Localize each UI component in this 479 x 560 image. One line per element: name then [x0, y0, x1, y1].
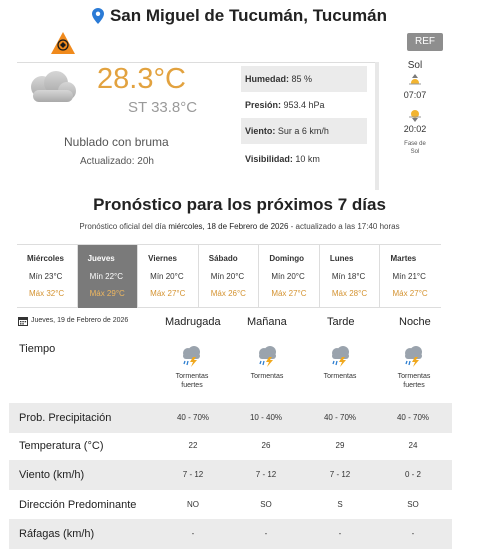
row-value: SO: [407, 500, 419, 509]
day-name: Viernes: [148, 254, 177, 263]
visibility-label: Visibilidad:: [245, 154, 293, 164]
sunrise-time: 07:07: [403, 90, 427, 100]
period-tarde: Tarde: [327, 316, 355, 328]
updated-time: Actualizado: 20h: [80, 156, 154, 167]
row-value: SO: [260, 500, 272, 509]
day-max: Máx 27°C: [271, 289, 307, 298]
wind-row: [241, 118, 367, 144]
day-max: Máx 29°C: [89, 289, 125, 298]
pressure-label: Presión:: [245, 100, 282, 110]
page-header: [0, 4, 479, 28]
day-name: Domingo: [269, 254, 304, 263]
day-name: Sábado: [208, 254, 238, 263]
row-value: 7 - 12: [182, 470, 204, 479]
weather-desc-line1: Tormentas: [397, 373, 431, 380]
storm-icon: [180, 345, 202, 367]
weather-desc-line2: fuertes: [181, 382, 203, 389]
row-value: -: [191, 529, 195, 538]
day-min: Mín 23°C: [29, 272, 63, 281]
forecast-subtitle: [0, 222, 479, 231]
period-manana: Mañana: [247, 316, 287, 328]
day-min: Mín 22°C: [89, 272, 124, 281]
day-min: Mín 20°C: [150, 272, 184, 281]
sunset-time: 20:02: [403, 124, 427, 134]
card-divider: [375, 62, 379, 190]
alert-warning-icon[interactable]: [50, 31, 76, 55]
humidity-label: Humedad:: [245, 74, 290, 84]
sun-phase-line1: Fase de: [404, 141, 426, 147]
cloud-icon: [24, 70, 78, 104]
wind-value: Sur a 6 km/h: [277, 126, 329, 136]
ref-button[interactable]: REF: [407, 33, 443, 51]
selected-day-date: Jueves, 19 de Febrero de 2026: [31, 317, 129, 324]
row-value: 29: [335, 441, 345, 450]
weather-row-label: Tiempo: [19, 343, 56, 355]
day-name: Martes: [390, 254, 417, 263]
row-value: 40 - 70%: [323, 413, 357, 422]
storm-icon: [256, 345, 278, 367]
row-value: 24: [408, 441, 418, 450]
row-value: -: [338, 529, 342, 538]
weather-desc-tarde: [310, 372, 370, 381]
weather-desc-manana: [237, 372, 297, 381]
period-madrugada: Madrugada: [165, 316, 221, 328]
calendar-icon: [18, 316, 28, 326]
current-temperature: 28.3°C: [97, 63, 186, 95]
feels-like-temperature: ST 33.8°C: [128, 99, 198, 116]
day-max: Máx 32°C: [29, 289, 65, 298]
humidity-row: [241, 66, 367, 92]
day-name: Jueves: [87, 254, 115, 263]
current-condition: Nublado con bruma: [64, 135, 169, 149]
weather-desc-noche: [384, 372, 444, 390]
row-value: 40 - 70%: [396, 413, 430, 422]
weather-desc-line2: fuertes: [403, 382, 425, 389]
row-value: S: [337, 500, 343, 509]
table-row-direction: [9, 490, 452, 520]
pressure-value: 953.4 hPa: [283, 100, 325, 110]
day-name: Lunes: [329, 254, 354, 263]
day-max: Máx 28°C: [331, 289, 368, 298]
day-max: Máx 27°C: [392, 289, 428, 298]
row-label: Dirección Predominante: [19, 499, 137, 511]
forecast-days-strip: [17, 244, 441, 308]
forecast-title: Pronóstico para los próximos 7 días: [93, 195, 386, 214]
humidity-value: 85 %: [291, 74, 313, 84]
row-label: Temperatura (°C): [19, 440, 104, 452]
forecast-subtitle-prefix: Pronóstico oficial del día: [79, 222, 167, 231]
day-tab-jueves[interactable]: [78, 245, 139, 308]
weather-desc-madrugada: [162, 372, 222, 390]
table-row-wind: [9, 460, 452, 490]
row-value: 26: [261, 441, 271, 450]
day-tab-domingo[interactable]: [259, 245, 320, 308]
day-min: Mín 20°C: [271, 272, 305, 281]
row-value: 22: [188, 441, 198, 450]
row-value: 7 - 12: [255, 470, 277, 479]
visibility-row: [241, 146, 367, 172]
day-tab-lunes[interactable]: [320, 245, 381, 308]
day-min: Mín 20°C: [210, 272, 245, 281]
day-max: Máx 27°C: [150, 289, 186, 298]
wind-label: Viento:: [245, 126, 276, 136]
table-row-precipitation: [9, 403, 452, 433]
day-min: Mín 21°C: [392, 272, 426, 281]
day-tab-martes[interactable]: [380, 245, 441, 308]
row-label: Prob. Precipitación: [19, 412, 112, 424]
forecast-subtitle-suffix: - actualizado a las 17:40 horas: [290, 222, 400, 231]
row-value: 0 - 2: [404, 470, 421, 479]
row-value: 7 - 12: [329, 470, 351, 479]
table-row-temperature: [9, 431, 452, 461]
weather-desc-line1: Tormentas: [175, 373, 209, 380]
row-label: Viento (km/h): [19, 469, 85, 481]
day-tab-miercoles[interactable]: [17, 245, 78, 308]
weather-desc-line1: Tormentas: [323, 373, 357, 380]
weather-desc-line1: Tormentas: [250, 373, 284, 380]
city-title: San Miguel de Tucumán, Tucumán: [109, 6, 388, 25]
day-max: Máx 26°C: [210, 289, 246, 298]
sunrise-icon: [407, 74, 423, 88]
forecast-subtitle-date: miércoles, 18 de Febrero de 2026: [168, 222, 289, 231]
sun-panel: [395, 60, 435, 156]
row-value: 40 - 70%: [176, 413, 210, 422]
day-min: Mín 18°C: [331, 272, 366, 281]
sun-phase-line2: Sol: [410, 149, 420, 155]
sunset-icon: [407, 108, 423, 122]
period-noche: Noche: [399, 316, 431, 328]
day-name: Miércoles: [27, 254, 64, 263]
storm-icon: [329, 345, 351, 367]
day-tab-sabado[interactable]: [199, 245, 260, 308]
row-value: NO: [187, 500, 199, 509]
sun-title: Sol: [407, 60, 423, 71]
row-value: -: [411, 529, 415, 538]
pressure-row: [241, 92, 367, 118]
table-row-gusts: [9, 519, 452, 549]
row-value: -: [264, 529, 268, 538]
row-value: 10 - 40%: [249, 413, 283, 422]
day-tab-viernes[interactable]: [138, 245, 199, 308]
location-pin-icon: [92, 8, 104, 24]
storm-icon: [402, 345, 424, 367]
row-label: Ráfagas (km/h): [19, 528, 95, 540]
visibility-value: 10 km: [295, 154, 320, 164]
